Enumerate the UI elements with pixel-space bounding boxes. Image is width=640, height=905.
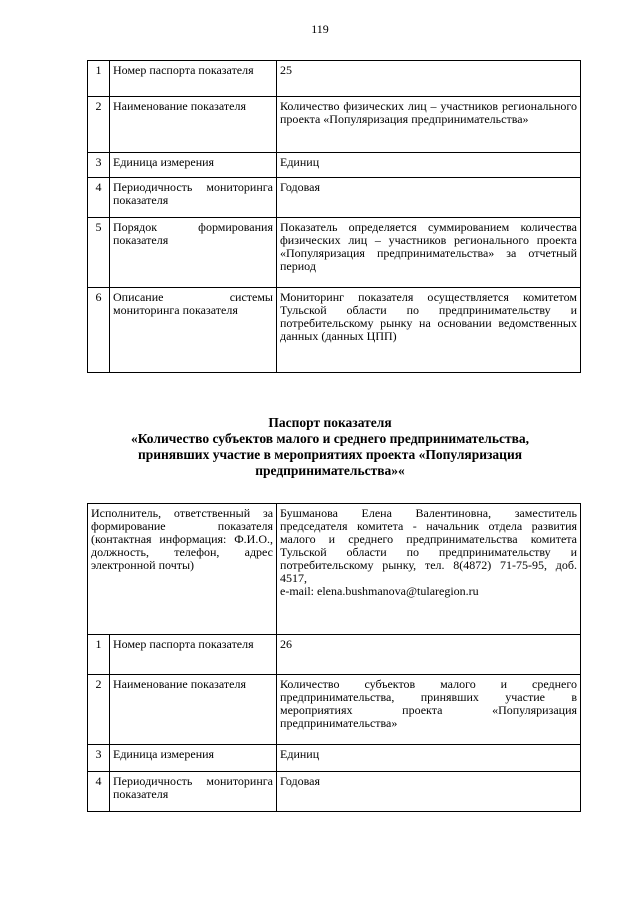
row-label: Наименование показателя xyxy=(110,675,277,745)
row-label: Описание системы мониторинга показателя xyxy=(110,288,277,373)
table-row xyxy=(88,61,581,97)
page-number: 119 xyxy=(311,22,329,36)
row-label: Наименование показателя xyxy=(110,97,277,153)
executor-value xyxy=(277,504,581,635)
section-title-line: «Количество субъектов малого и среднего предпринимательства, xyxy=(130,431,530,446)
row-value: Единиц xyxy=(277,153,581,178)
executor-email: e-mail: elena.bushmanova@tularegion.ru xyxy=(280,584,479,598)
row-value: 25 xyxy=(277,61,581,97)
row-number: 3 xyxy=(88,153,110,178)
row-number: 3 xyxy=(88,745,110,772)
section-title-line: Паспорт показателя xyxy=(268,415,392,430)
row-label: Единица измерения xyxy=(110,153,277,178)
row-number: 4 xyxy=(88,178,110,218)
row-number: 1 xyxy=(88,61,110,97)
table-row xyxy=(88,153,581,178)
section-title-line: принявших участие в мероприятиях проекта «Популяризация xyxy=(137,447,523,462)
row-number: 2 xyxy=(88,97,110,153)
row-label: Номер паспорта показателя xyxy=(110,635,277,675)
table-row xyxy=(88,745,581,772)
executor-label: Исполнитель, ответственный за формирование показателя (контактная информация: Ф.И.О., должность, телефон, адрес электронной почты) xyxy=(88,504,277,635)
row-value: Мониторинг показателя осуществляется комитетом Тульской области по предпринимательству и потребительскому рынку на основании ведомственных данных (данных ЦПП) xyxy=(277,288,581,373)
row-value: Количество физических лиц – участников регионального проекта «Популяризация предпринимательства» xyxy=(277,97,581,153)
section-title xyxy=(80,415,580,479)
executor-details: Бушманова Елена Валентиновна, заместитель председателя комитета - начальник отдела развития малого и среднего предпринимательства комитета Тульской области по предпринимательству и потребительскому рынку, тел. 8(4872) 71-75-95, доб. 4517, xyxy=(280,506,578,585)
row-value: Годовая xyxy=(277,772,581,812)
row-value: 26 xyxy=(277,635,581,675)
table-row xyxy=(88,178,581,218)
row-label: Порядок формирования показателя xyxy=(110,218,277,288)
table-row xyxy=(88,675,581,745)
row-number: 2 xyxy=(88,675,110,745)
row-label: Периодичность мониторинга показателя xyxy=(110,772,277,812)
table-row xyxy=(88,772,581,812)
indicator-passport-table-25 xyxy=(87,60,581,373)
row-value: Количество субъектов малого и среднего предпринимательства, принявших участие в мероприятиях проекта «Популяризация предпринимательства» xyxy=(277,675,581,745)
row-value: Показатель определяется суммированием количества физических лиц – участников регионального проекта «Популяризация предпринимательства» за отчетный период xyxy=(277,218,581,288)
executor-row xyxy=(88,504,581,635)
row-value: Единиц xyxy=(277,745,581,772)
indicator-passport-table-26 xyxy=(87,503,581,812)
table-row xyxy=(88,97,581,153)
table-row xyxy=(88,218,581,288)
section-title-line: предпринимательства»« xyxy=(255,463,405,478)
row-number: 4 xyxy=(88,772,110,812)
row-number: 1 xyxy=(88,635,110,675)
table-row xyxy=(88,635,581,675)
table-row xyxy=(88,288,581,373)
row-value: Годовая xyxy=(277,178,581,218)
row-number: 5 xyxy=(88,218,110,288)
row-label: Номер паспорта показателя xyxy=(110,61,277,97)
row-label: Единица измерения xyxy=(110,745,277,772)
row-label: Периодичность мониторинга показателя xyxy=(110,178,277,218)
row-number: 6 xyxy=(88,288,110,373)
